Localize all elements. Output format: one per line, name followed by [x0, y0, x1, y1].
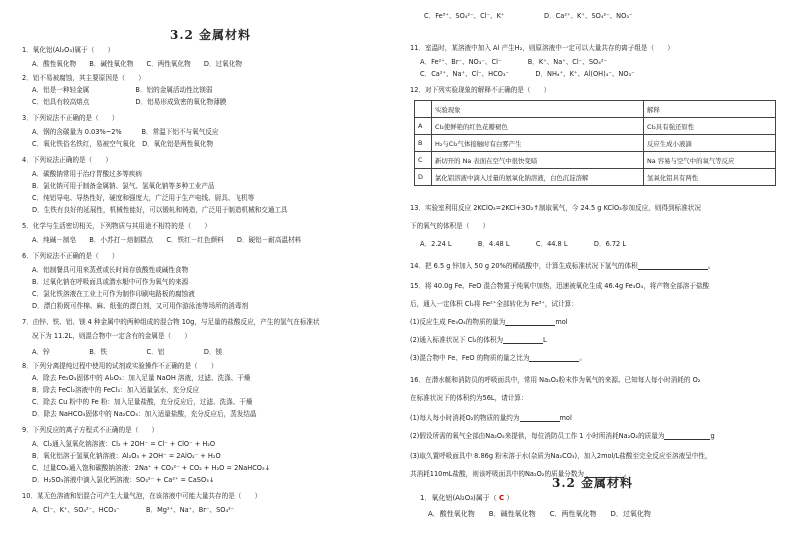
row-label: A — [415, 118, 432, 135]
question-option: B．过氧化钠在呼吸面具或潜水艇中可作为氧气的来源 — [32, 278, 189, 286]
unit-label: 。 — [624, 470, 631, 478]
bottom-q1-options: A．酸性氧化物 B．碱性氧化物 C．两性氧化物 D．过氧化物 — [428, 510, 651, 518]
answer-blank[interactable] — [520, 414, 560, 422]
row-label: D — [415, 169, 432, 186]
question-line — [410, 452, 712, 460]
answer-blank[interactable] — [503, 336, 543, 344]
question-stem — [410, 222, 489, 230]
row-label: B — [415, 135, 432, 152]
question-stem: 7．由锌、铁、铝、镁 4 种金属中的两种组成的混合物 10g，与足量的盐酸反应，产生的氢气在标准状 — [22, 318, 320, 326]
question-stem: 2．铝不易被腐蚀，其主要原因是（ ） — [22, 74, 145, 82]
question-option: A．Cl₂通入氢氧化钠溶液：Cl₂ + 2OH⁻ = Cl⁻ + ClO⁻ + H₂O — [32, 440, 216, 448]
unit-label: mol — [555, 318, 568, 326]
bottom-q1 — [420, 494, 513, 502]
question-stem: 12．对下列实验现象的解释不正确的是（ ） — [410, 86, 551, 94]
question-option — [420, 240, 626, 248]
question-stem: 8．下列分离提纯过程中使用的试剂或实验操作不正确的是（ ） — [22, 362, 218, 370]
question-text: 13．实验室利用反应 2KClO₃=2KCl+3O₂↑制取氧气，今 24.5 g KClO₃参加反应，则得到标准状况 — [410, 204, 701, 212]
question-text: 下的氧气的体积是（ ） — [410, 222, 490, 230]
question-option: A．铝是一种轻金属 B．铝的金属活动性比镁弱 — [32, 86, 213, 94]
bottom-q1-end: ） — [506, 494, 514, 502]
question-option: C．Fe³⁺、SO₄²⁻、Cl⁻、K⁺ D．Ca²⁺、K⁺、SO₄²⁻、NO₃⁻ — [424, 12, 633, 20]
question-text: 共消耗110mL盐酸，则该呼吸面具中的Na₂O₂的质量分数为 — [410, 470, 585, 478]
bottom-q1-answer: C — [499, 494, 505, 502]
table-row — [415, 118, 776, 135]
question-text: (2)通入标准状况下 Cl₂的体积为 — [410, 336, 504, 344]
question-option: C．纯铝导电、导热性好，硬度和强度大，广泛用于生产电线、厨具、飞机等 — [32, 194, 255, 202]
table-row — [415, 152, 776, 169]
question-text: 在标准状况下的体积约为56L，请计算： — [410, 394, 528, 402]
question-option: 况下为 11.2L，则混合物中一定含有的金属是（ ） — [32, 332, 191, 340]
answer-blank[interactable] — [664, 432, 710, 440]
question-option: B．氧化铝溶于氢氧化钠溶液：Al₂O₃ + 2OH⁻ = 2AlO₂⁻ + H₂O — [32, 452, 221, 460]
phenomenon-cell: Cl₂使鲜艳的红色花瓣褪色 — [432, 118, 644, 135]
explanation-cell: 反应生成小液滴 — [644, 135, 776, 152]
explanation-cell: Cl₂具有强还原性 — [644, 118, 776, 135]
answer-blank[interactable] — [638, 262, 708, 270]
question-text: (2)假设所需的氧气全部由Na₂O₂来提供，每位消防员工作 1 小时所消耗Na₂O₂的质量为 — [410, 432, 665, 440]
question-option: C．氧化铁俗名铁红，易被空气氧化 D．氧化铝是两性氧化物 — [32, 140, 214, 148]
question-line — [410, 376, 700, 384]
unit-label: 。 — [707, 262, 715, 270]
table-header-row — [415, 101, 776, 118]
question-text: (3)取久置呼吸面具中 8.86g 粉末溶于水(杂质为Na₂CO₃)，加入2mol/L盐酸至完全反应至溶液呈中性， — [410, 452, 712, 460]
question-line — [410, 394, 528, 402]
question-text: (3)混合物中 Fe、FeO 的物质的量之比为 — [410, 354, 530, 362]
question-stem: 4．下列说法正确的是（ ） — [22, 156, 112, 164]
question-stem: 9．下列反应的离子方程式不正确的是（ ） — [22, 426, 159, 434]
question-line — [410, 354, 586, 362]
question-line — [410, 282, 709, 290]
question-option: D．漂白粉既可作棉、麻、纸张的漂白剂，又可用作游泳池等场所的消毒剂 — [32, 302, 249, 310]
question-option: B．氯化钠可用于制备金属钠、氯气、氢氧化钠等多种工业产品 — [32, 182, 215, 190]
answer-blank[interactable] — [505, 318, 555, 326]
question-stem: 3．下列说法不正确的是（ ） — [22, 114, 119, 122]
question-line — [410, 262, 714, 270]
unit-label: mol — [559, 414, 572, 422]
question-text: 15．将 40.0g Fe、FeO 混合物置于纯氧中加热，迅速被氧化生成 46.4g Fe₃O₄，将产物全部溶于盐酸 — [410, 282, 710, 290]
table-row — [415, 169, 776, 186]
question-line — [410, 300, 578, 308]
question-text: 14．把 6.5 g 锌加入 50 g 20%的稀硫酸中，计算生成标准状况下氢气的体积 — [410, 262, 638, 270]
page-title: 3.2 金属材料 — [170, 28, 252, 42]
explanation-cell: 氢氧化铝具有两性 — [644, 169, 776, 186]
question-option: C．铝具有较高熔点 D．铝易形成致密的氧化物薄膜 — [32, 98, 227, 106]
question-stem: 10．某无色溶液和铝混合可产生大量气泡，在该溶液中可能大量共存的是（ ） — [22, 492, 262, 500]
question-option: D．H₂SO₃溶液中滴入氯化钙溶液：SO₃²⁻ + Ca²⁺ = CaSO₃↓ — [32, 476, 215, 484]
unit-label: 。 — [579, 354, 587, 362]
question-option: D．除去 NaHCO₃固体中的 Na₂CO₃：加入适量盐酸，充分反应后，蒸发结晶 — [32, 410, 257, 418]
bottom-title: 3.2 金属材料 — [552, 476, 634, 490]
explanation-cell: Na 容易与空气中的氧气等反应 — [644, 152, 776, 169]
question-text: (1)每人每小时消耗O₂的物质的量约为 — [410, 414, 520, 422]
question-option: A．锌 B．铁 C．铝 D．镁 — [32, 348, 223, 356]
question-text: A．2.24 L B．4.48 L C．44.8 L D．6.72 L — [420, 240, 627, 248]
row-label — [415, 101, 432, 118]
question-option: C．过量CO₂通入饱和碳酸钠溶液：2Na⁺ + CO₃²⁻ + CO₂ + H₂O = 2NaHCO₃↓ — [32, 464, 271, 472]
question-stem: 1．氧化铝(Al₂O₃)属于（ ） — [22, 46, 115, 54]
row-label: C — [415, 152, 432, 169]
question-line — [410, 414, 572, 422]
question-line — [410, 432, 715, 440]
phenomenon-cell: H₂与Cl₂气体接触时有白雾产生 — [432, 135, 644, 152]
bottom-q1-text: 1．氧化铝(Al₂O₃)属于（ — [420, 494, 497, 502]
phenomenon-cell: 新切开的 Na 表面在空气中很快变暗 — [432, 152, 644, 169]
question-text: (1)反应生成 Fe₃O₄的物质的量为 — [410, 318, 506, 326]
explanation-cell: 解释 — [644, 101, 776, 118]
answer-blank[interactable] — [529, 354, 579, 362]
question-option: A．碳酸钠常用于治疗胃酸过多等疾病 — [32, 170, 143, 178]
question-option: C．氯化铁溶液在工业上可作为制作印刷电路板的腐蚀液 — [32, 290, 195, 298]
question-stem: 5．化学与生活密切相关，下列物质与其用途不相符的是（ ） — [22, 222, 211, 230]
question-stem: 6．下列说法不正确的是（ ） — [22, 252, 119, 260]
question-option: B．除去 FeCl₂溶液中的 FeCl₃：加入适量氯水，充分反应 — [32, 386, 200, 394]
question-option: A．Cl⁻、K⁺、SO₄²⁻、HCO₃⁻ B．Mg²⁺、Na⁺、Br⁻、SO₄²⁻ — [32, 506, 235, 514]
question-option: A．除去 Fe₂O₃固体中的 Al₂O₃：加入足量 NaOH 溶液，过滤、洗涤、干燥 — [32, 374, 251, 382]
question-option: A．铝制餐具可用来蒸煮或长时间存放酸性或碱性食物 — [32, 266, 189, 274]
question-line — [410, 336, 547, 344]
question-option: C．Ca²⁺、Na⁺、Cl⁻、HCO₃⁻ D．NH₄⁺、K⁺、Al(OH)₄⁻、NO₃⁻ — [420, 70, 635, 78]
question-text: 后，通入一定体积 Cl₂将 Fe²⁺全部转化为 Fe³⁺，试计算： — [410, 300, 578, 308]
question-option: D．生铁有良好的延展性，机械性能好，可以锻轧和铸造，广泛用于制造机械和交通工具 — [32, 206, 288, 214]
q12-table — [414, 100, 776, 186]
phenomenon-cell: 氯化铝溶液中滴入过量的氨氧化钠溶液，白色沉淀溶解 — [432, 169, 644, 186]
question-text: 16．在潜水艇和消防员的呼吸面具中，常用 Na₂O₂粉末作为氧气的来源。已知每人每小时消耗的 O₂ — [410, 376, 701, 384]
phenomenon-cell: 实验现象 — [432, 101, 644, 118]
question-option: A．酸性氧化物 B．碱性氧化物 C．两性氧化物 D．过氧化物 — [32, 60, 242, 68]
table-row — [415, 135, 776, 152]
question-option: A．纯碱－制皂 B．小苏打－焙制糕点 C．铁红－红色颜料 D．硬铝－耐高温材料 — [32, 236, 302, 244]
question-stem — [410, 204, 701, 212]
question-stem: 11．室温时，某溶液中加入 Al 产生H₂，则原溶液中一定可以大量共存的离子组是（ ） — [410, 44, 674, 52]
question-option: A．钢的含碳量为 0.03%~2% B．常温下铝不与氧气反应 — [32, 128, 219, 136]
question-option: A．Fe²⁺、Br⁻、NO₃⁻、Cl⁻ B．K⁺、Na⁺、Cl⁻、SO₄²⁻ — [420, 58, 607, 66]
question-line — [410, 318, 568, 326]
unit-label: L — [543, 336, 547, 344]
unit-label: g — [710, 432, 715, 440]
question-option: C．除去 Cu 粉中的 Fe 粉：加入足量盐酸，充分反应后，过滤、洗涤、干燥 — [32, 398, 253, 406]
